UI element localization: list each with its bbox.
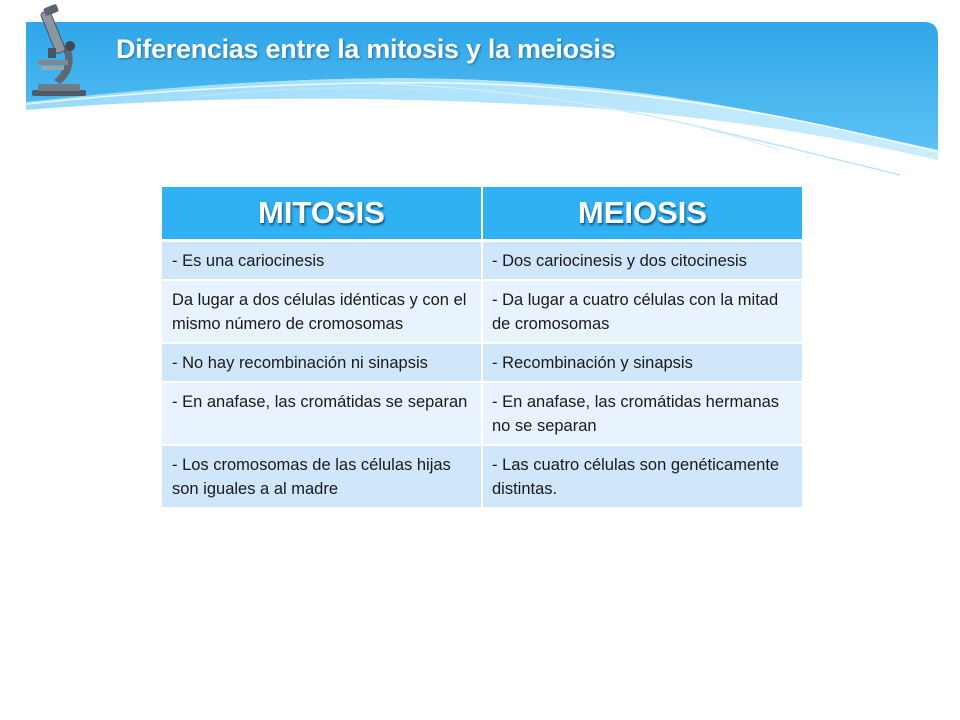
meiosis-cell: - En anafase, las cromátidas hermanas no se separan bbox=[482, 382, 802, 445]
table-row bbox=[162, 343, 802, 382]
mitosis-cell: - Los cromosomas de las células hijas son iguales a al madre bbox=[162, 445, 482, 508]
slide-title: Diferencias entre la mitosis y la meiosis bbox=[116, 34, 616, 64]
header-mitosis: MITOSIS bbox=[162, 187, 482, 241]
meiosis-cell: - Da lugar a cuatro células con la mitad de cromosomas bbox=[482, 280, 802, 343]
mitosis-cell: Da lugar a dos células idénticas y con el mismo número de cromosomas bbox=[162, 280, 482, 343]
table-row bbox=[162, 382, 802, 445]
meiosis-cell: - Dos cariocinesis y dos citocinesis bbox=[482, 241, 802, 281]
meiosis-cell: - Las cuatro células son genéticamente distintas. bbox=[482, 445, 802, 508]
table-row bbox=[162, 241, 802, 281]
mitosis-cell: - No hay recombinación ni sinapsis bbox=[162, 343, 482, 382]
meiosis-cell: - Recombinación y sinapsis bbox=[482, 343, 802, 382]
header-meiosis: MEIOSIS bbox=[482, 187, 802, 241]
microscope-icon bbox=[24, 4, 92, 98]
table-header-row bbox=[162, 187, 802, 241]
mitosis-cell: - Es una cariocinesis bbox=[162, 241, 482, 281]
table-row bbox=[162, 445, 802, 508]
header-banner bbox=[0, 0, 960, 180]
table-row bbox=[162, 280, 802, 343]
comparison-table bbox=[162, 187, 802, 509]
mitosis-cell: - En anafase, las cromátidas se separan bbox=[162, 382, 482, 445]
